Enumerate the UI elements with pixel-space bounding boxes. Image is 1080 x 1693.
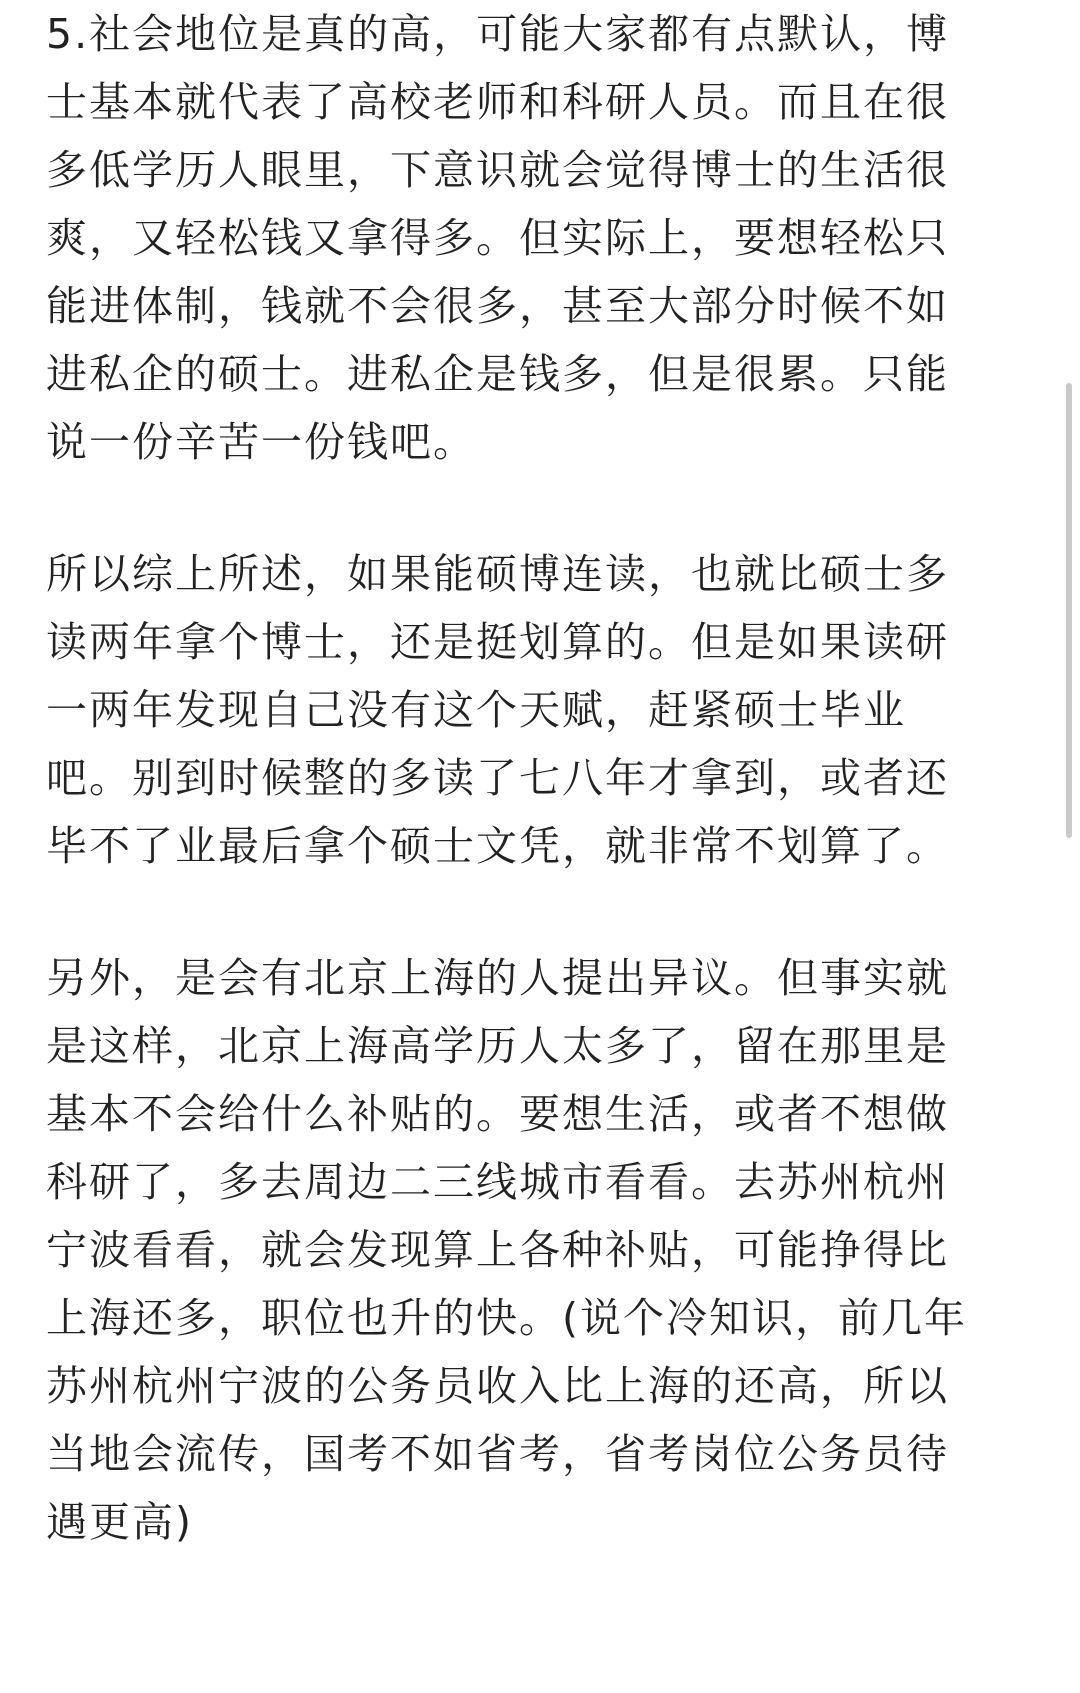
paragraph-3-line-9: 遇更高) bbox=[46, 1498, 193, 1546]
paragraph-3-line-5: 宁波看看，就会发现算上各种补贴，可能挣得比 bbox=[46, 1226, 949, 1274]
paragraph-1-line-4: 爽，又轻松钱又拿得多。但实际上，要想轻松只 bbox=[46, 214, 949, 262]
paragraph-1-line-2: 士基本就代表了高校老师和科研人员。而且在很 bbox=[46, 78, 949, 126]
vertical-scrollbar[interactable] bbox=[1066, 383, 1072, 838]
paragraph-3-line-7: 苏州杭州宁波的公务员收入比上海的还高，所以 bbox=[46, 1362, 949, 1410]
paragraph-1-line-5: 能进体制，钱就不会很多，甚至大部分时候不如 bbox=[46, 282, 949, 330]
paragraph-3-line-2: 是这样，北京上海高学历人太多了，留在那里是 bbox=[46, 1022, 949, 1070]
paragraph-2-line-3: 一两年发现自己没有这个天赋，赶紧硕士毕业 bbox=[46, 686, 906, 734]
paragraph-2-line-1: 所以综上所述，如果能硕博连读，也就比硕士多 bbox=[46, 550, 949, 598]
paragraph-1-line-1: 5.社会地位是真的高，可能大家都有点默认，博 bbox=[46, 10, 950, 58]
paragraph-2-line-4: 吧。别到时候整的多读了七八年才拿到，或者还 bbox=[46, 754, 949, 802]
paragraph-1-line-7: 说一份辛苦一份钱吧。 bbox=[46, 418, 476, 466]
paragraph-3-line-8: 当地会流传，国考不如省考，省考岗位公务员待 bbox=[46, 1430, 949, 1478]
paragraph-3-line-4: 科研了，多去周边二三线城市看看。去苏州杭州 bbox=[46, 1158, 949, 1206]
paragraph-2-line-2: 读两年拿个博士，还是挺划算的。但是如果读研 bbox=[46, 618, 949, 666]
paragraph-3-line-6: 上海还多，职位也升的快。(说个冷知识，前几年 bbox=[46, 1294, 967, 1342]
paragraph-1-line-3: 多低学历人眼里，下意识就会觉得博士的生活很 bbox=[46, 146, 949, 194]
paragraph-2-line-5: 毕不了业最后拿个硕士文凭，就非常不划算了。 bbox=[46, 822, 949, 870]
paragraph-1-line-6: 进私企的硕士。进私企是钱多，但是很累。只能 bbox=[46, 350, 949, 398]
paragraph-3-line-1: 另外，是会有北京上海的人提出异议。但事实就 bbox=[46, 954, 949, 1002]
paragraph-3-line-3: 基本不会给什么补贴的。要想生活，或者不想做 bbox=[46, 1090, 949, 1138]
